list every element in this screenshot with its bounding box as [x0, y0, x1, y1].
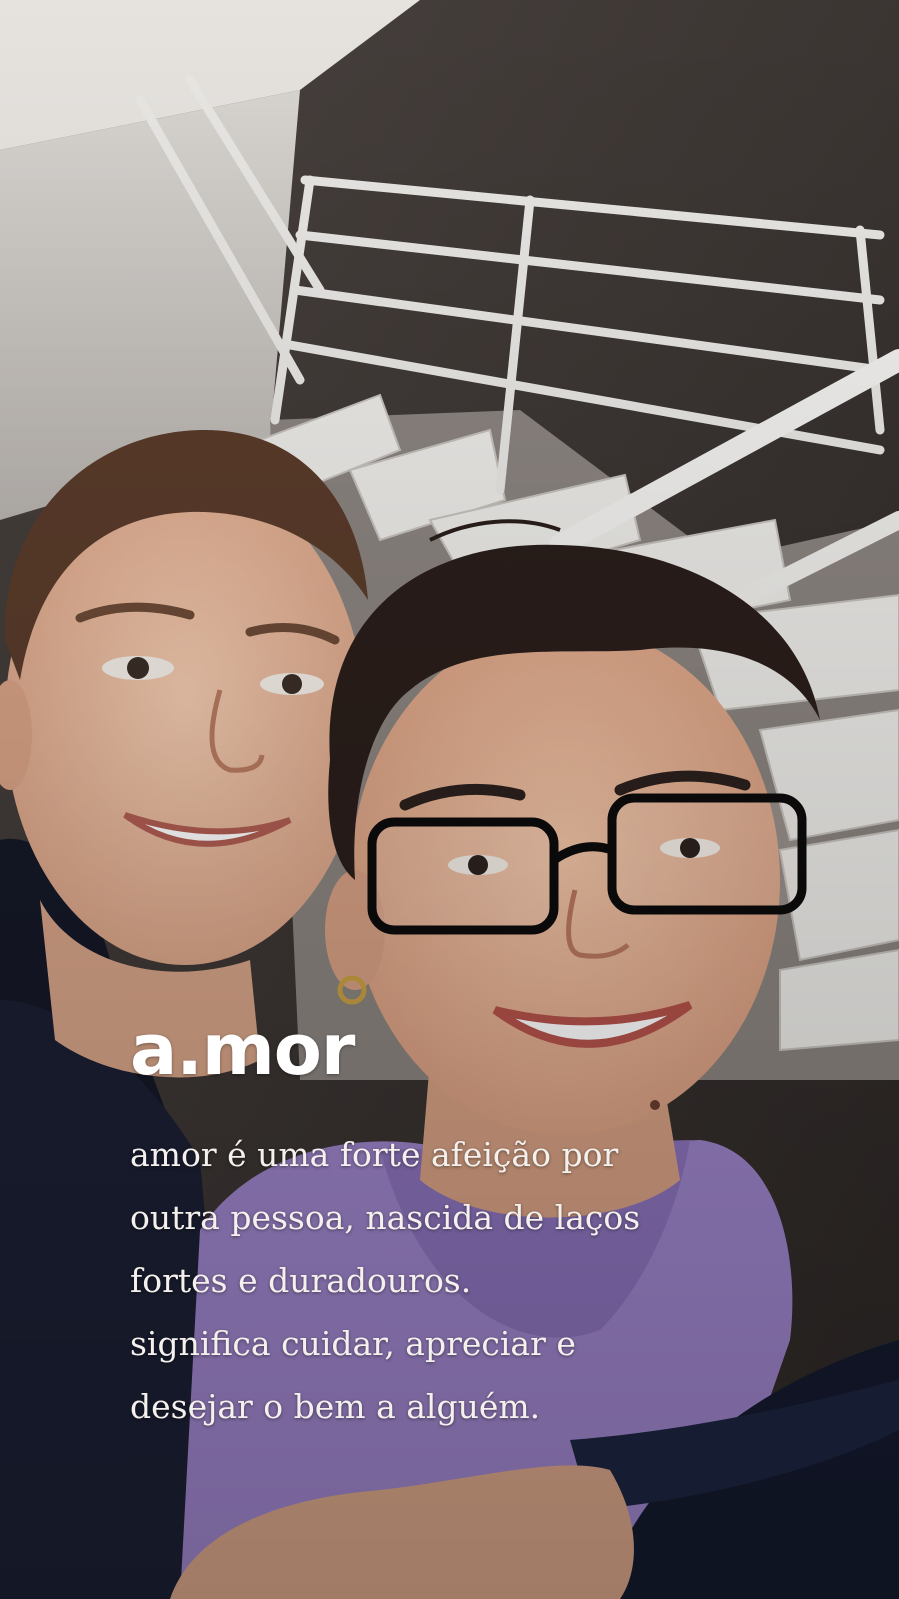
- definition-line: amor é uma forte afeição por: [130, 1135, 619, 1174]
- story-title: a.mor: [130, 1009, 355, 1091]
- definition-line: outra pessoa, nascida de laços: [130, 1198, 641, 1237]
- definition-line: desejar o bem a alguém.: [130, 1387, 541, 1426]
- definition-line: fortes e duradouros.: [130, 1261, 472, 1300]
- definition-line: significa cuidar, apreciar e: [130, 1324, 576, 1363]
